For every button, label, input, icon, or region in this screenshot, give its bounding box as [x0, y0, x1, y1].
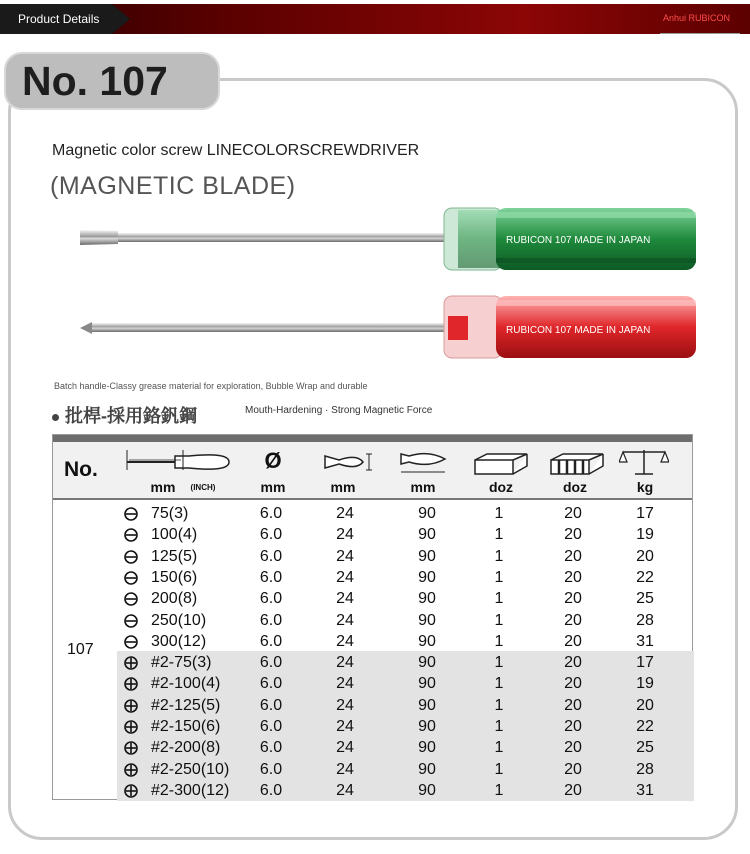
row-size: #2-100(4) [151, 675, 221, 693]
row-size: #2-150(6) [151, 718, 221, 735]
row-tip: 24 [336, 568, 354, 586]
table-row [53, 738, 694, 759]
row-outer: 20 [564, 781, 582, 799]
row-handle: 90 [418, 760, 436, 778]
row-dia: 6.0 [259, 505, 283, 522]
header-handle-unit: mm [410, 479, 436, 495]
row-tip: 24 [336, 547, 354, 565]
row-handle: 90 [418, 568, 436, 586]
header-tip-unit: mm [330, 479, 356, 495]
row-tip: 24 [336, 718, 354, 735]
row-handle: 90 [418, 675, 436, 693]
weight-scale-icon [619, 448, 669, 476]
row-kg: 20 [636, 696, 654, 714]
row-outer: 20 [564, 568, 582, 586]
row-outer: 20 [564, 632, 582, 650]
row-handle: 90 [418, 590, 436, 608]
row-dia: 6.0 [259, 675, 283, 693]
row-outer: 20 [564, 590, 582, 608]
table-row [53, 568, 694, 589]
phillips-tip-icon [124, 784, 138, 798]
row-inner: 1 [494, 696, 504, 714]
table-row [53, 589, 694, 610]
row-outer: 20 [564, 526, 582, 544]
header-weight-unit: kg [636, 479, 654, 495]
screwdriver-illustration [78, 200, 700, 370]
phillips-tip-icon [124, 677, 138, 691]
row-inner: 1 [494, 654, 504, 672]
row-dia: 6.0 [259, 568, 283, 586]
brand-label[interactable]: Anhui RUBICON [662, 13, 730, 23]
product-number: No. 107 [22, 58, 168, 104]
handle-caption: Batch handle-Classy grease material for exploration, Bubble Wrap and durable [54, 381, 368, 391]
inner-box-icon [473, 452, 529, 476]
row-handle: 90 [418, 781, 436, 799]
header-diameter-unit: mm [260, 479, 286, 495]
table-header-row [53, 442, 692, 500]
header-length-unit: mm [150, 479, 176, 495]
row-tip: 24 [336, 611, 354, 629]
row-kg: 25 [636, 739, 654, 757]
row-kg: 17 [636, 654, 654, 672]
row-inner: 1 [494, 505, 504, 522]
table-row [53, 760, 694, 781]
row-inner: 1 [494, 547, 504, 565]
table-row [53, 547, 694, 568]
product-subtitle: Magnetic color screw LINECOLORSCREWDRIVER [52, 142, 420, 159]
row-kg: 17 [636, 505, 654, 522]
outer-box-icon [549, 452, 605, 476]
row-tip: 24 [336, 781, 354, 799]
phillips-screwdriver [80, 296, 696, 358]
row-dia: 6.0 [259, 526, 283, 544]
slotted-tip-icon [124, 507, 138, 521]
row-size: 75(3) [151, 505, 189, 522]
row-kg: 22 [636, 568, 654, 586]
tip-width-icon [323, 452, 375, 472]
row-outer: 20 [564, 547, 582, 565]
slotted-shaft [118, 233, 448, 242]
slotted-tip-icon [124, 592, 138, 606]
row-size: #2-200(8) [151, 739, 221, 757]
row-outer: 20 [564, 611, 582, 629]
slotted-tip-icon [124, 571, 138, 585]
row-dia: 6.0 [259, 760, 283, 778]
row-size: 200(8) [151, 590, 198, 608]
row-tip: 24 [336, 696, 354, 714]
row-outer: 20 [564, 718, 582, 735]
row-outer: 20 [564, 675, 582, 693]
table-row [53, 632, 694, 653]
row-tip: 24 [336, 526, 354, 544]
row-size: 150(6) [151, 568, 198, 586]
product-number-badge [4, 52, 220, 110]
row-handle: 90 [418, 547, 436, 565]
header-length-inch: (INCH) [190, 483, 216, 492]
row-tip: 24 [336, 760, 354, 778]
table-row [53, 504, 694, 525]
row-size: 125(5) [151, 547, 198, 565]
row-dia: 6.0 [259, 718, 283, 735]
slotted-tip-icon [124, 550, 138, 564]
row-inner: 1 [494, 781, 504, 799]
row-size: 250(10) [151, 611, 207, 629]
phillips-tip-icon [124, 699, 138, 713]
row-outer: 20 [564, 760, 582, 778]
row-inner: 1 [494, 632, 504, 650]
row-kg: 20 [636, 547, 654, 565]
brand-underline [660, 33, 740, 34]
row-inner: 1 [494, 718, 504, 735]
row-inner: 1 [494, 526, 504, 544]
slotted-tip [80, 230, 118, 245]
shaft-material-text: 批桿-採用鉻釩鋼 [65, 406, 197, 426]
table-row [53, 696, 694, 717]
header-inner-unit: doz [488, 479, 514, 495]
tab-arrow-decoration [112, 4, 130, 34]
slotted-screwdriver [80, 208, 696, 270]
row-handle: 90 [418, 696, 436, 714]
table-top-bar [53, 435, 692, 442]
phillips-tip-icon [124, 763, 138, 777]
row-dia: 6.0 [259, 696, 283, 714]
row-inner: 1 [494, 568, 504, 586]
row-handle: 90 [418, 611, 436, 629]
row-size: #2-300(12) [151, 781, 230, 799]
row-size: #2-250(10) [151, 760, 230, 778]
row-kg: 19 [636, 675, 654, 693]
row-kg: 25 [636, 590, 654, 608]
phillips-tip [80, 322, 92, 334]
row-dia: 6.0 [259, 590, 283, 608]
blade-type: (MAGNETIC BLADE) [50, 172, 296, 200]
row-kg: 31 [636, 632, 654, 650]
row-handle: 90 [418, 654, 436, 672]
table-row [53, 717, 694, 738]
table-row [53, 653, 694, 674]
table-row [53, 611, 694, 632]
row-dia: 6.0 [259, 654, 283, 672]
phillips-tip-icon [124, 656, 138, 670]
mouth-hardening-note: Mouth-Hardening · Strong Magnetic Force [245, 405, 433, 416]
row-kg: 19 [636, 526, 654, 544]
diameter-symbol: Ø [264, 448, 282, 473]
row-outer: 20 [564, 654, 582, 672]
row-tip: 24 [336, 675, 354, 693]
slotted-tip-icon [124, 635, 138, 649]
row-inner: 1 [494, 590, 504, 608]
row-dia: 6.0 [259, 739, 283, 757]
row-size: 300(12) [151, 632, 207, 650]
row-inner: 1 [494, 675, 504, 693]
row-inner: 1 [494, 611, 504, 629]
tab-product-details[interactable]: Product Details [0, 4, 112, 34]
row-dia: 6.0 [259, 781, 283, 799]
row-outer: 20 [564, 505, 582, 522]
green-handle-text: RUBICON 107 MADE IN JAPAN [506, 235, 651, 246]
row-kg: 22 [636, 718, 654, 735]
bullet-icon [52, 414, 59, 421]
red-handle-text: RUBICON 107 MADE IN JAPAN [506, 325, 651, 336]
row-inner: 1 [494, 739, 504, 757]
row-outer: 20 [564, 739, 582, 757]
slotted-tip-icon [124, 528, 138, 542]
header-outer-unit: doz [562, 479, 588, 495]
row-handle: 90 [418, 718, 436, 735]
row-handle: 90 [418, 526, 436, 544]
row-kg: 31 [636, 781, 654, 799]
table-row [53, 781, 694, 802]
model-number: 107 [67, 641, 94, 658]
row-size: #2-75(3) [151, 654, 212, 672]
row-dia: 6.0 [259, 547, 283, 565]
row-tip: 24 [336, 505, 354, 522]
row-tip: 24 [336, 632, 354, 650]
phillips-tip-icon [124, 741, 138, 755]
row-size: 100(4) [151, 526, 198, 544]
row-outer: 20 [564, 696, 582, 714]
row-dia: 6.0 [259, 611, 283, 629]
row-kg: 28 [636, 760, 654, 778]
row-tip: 24 [336, 739, 354, 757]
length-icon [125, 446, 233, 472]
row-dia: 6.0 [259, 632, 283, 650]
row-handle: 90 [418, 739, 436, 757]
phillips-shaft [92, 323, 448, 332]
shaft-material-title [52, 402, 197, 428]
slotted-tip-icon [124, 614, 138, 628]
row-handle: 90 [418, 505, 436, 522]
row-handle: 90 [418, 632, 436, 650]
spec-table [52, 434, 693, 800]
handle-length-icon [399, 450, 447, 476]
table-row [53, 525, 694, 546]
table-row [53, 674, 694, 695]
row-kg: 28 [636, 611, 654, 629]
row-size: #2-125(5) [151, 696, 221, 714]
row-inner: 1 [494, 760, 504, 778]
phillips-tip-icon [124, 720, 138, 734]
header-no: No. [64, 458, 98, 481]
row-tip: 24 [336, 654, 354, 672]
row-tip: 24 [336, 590, 354, 608]
